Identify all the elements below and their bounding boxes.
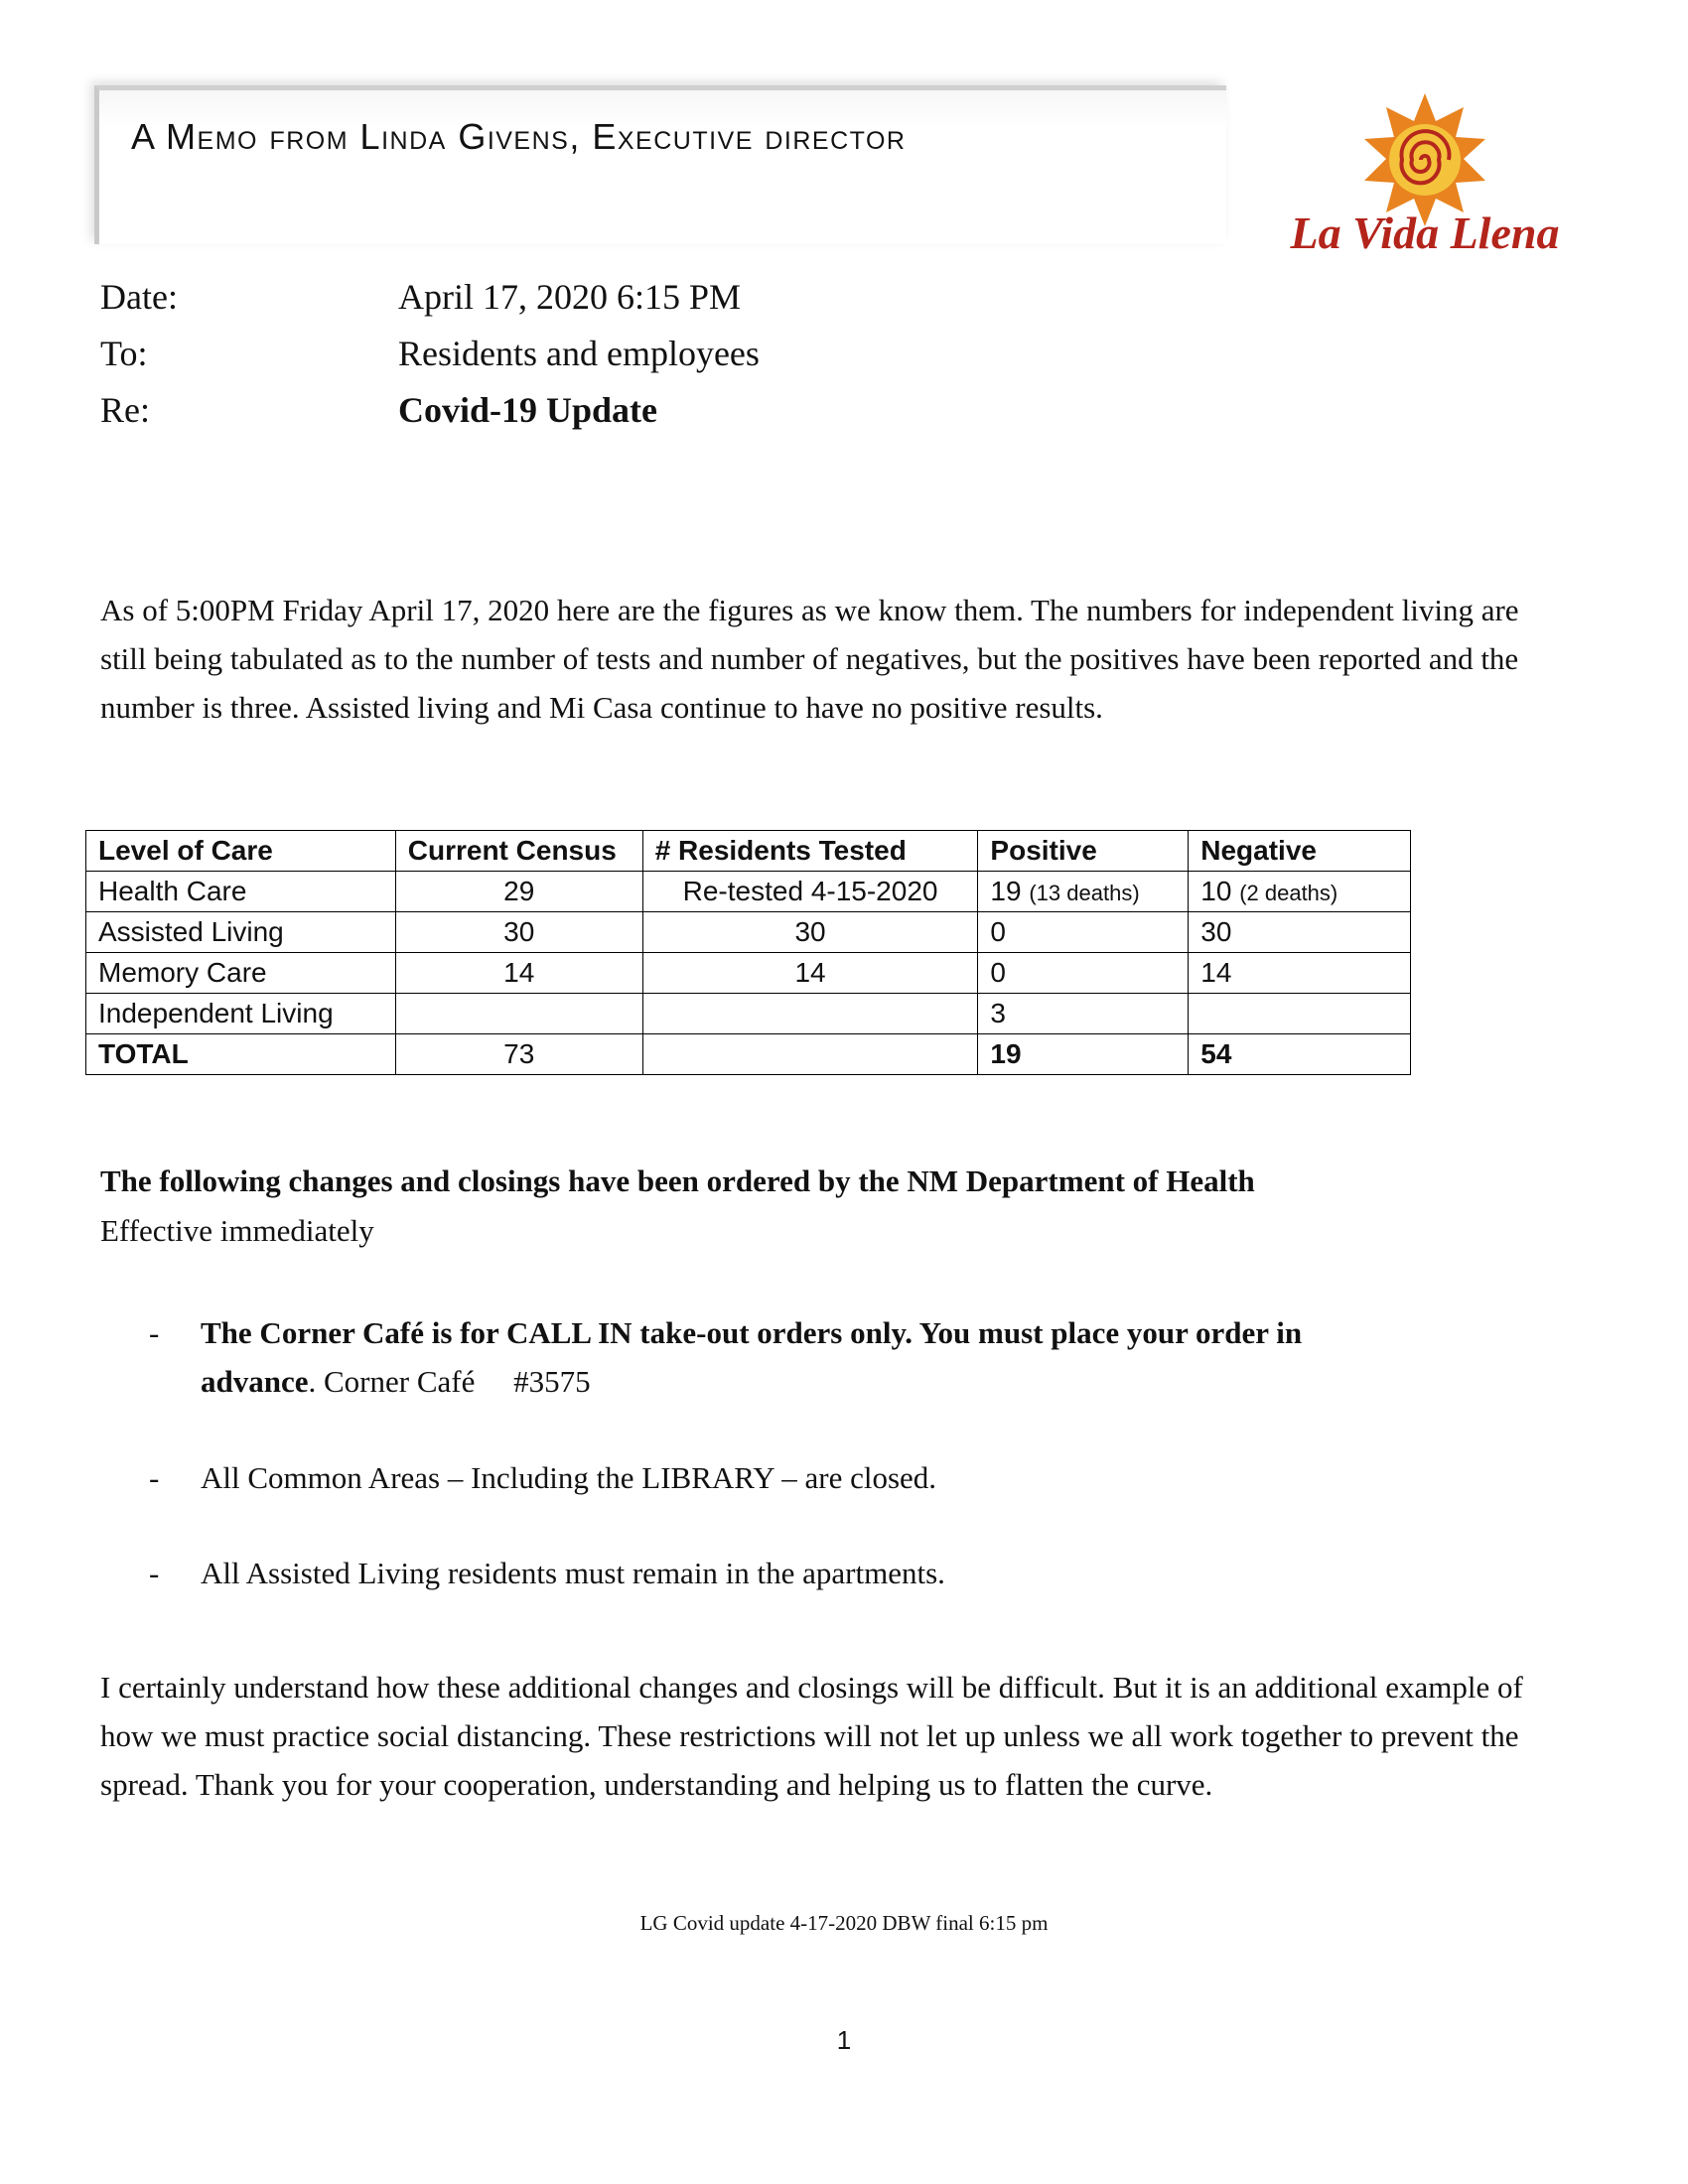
orders-heading: The following changes and closings have been ordered by the NM Department of Health [100, 1163, 1255, 1198]
table-row [86, 872, 1411, 912]
positive-cell: 0 [978, 912, 1189, 953]
positive-cell: 0 [978, 953, 1189, 994]
positive-cell: 19 [978, 1034, 1189, 1075]
positive-value: 19 [990, 876, 1022, 906]
positive-cell [978, 872, 1189, 912]
closing-paragraph: I certainly understand how these additional changes and closings will be difficult. But it is an additional example of how we must practice social distancing. These restrictions will not let up unless we all work together to prevent the spread. Thank you for your cooperation, understanding and helping us to flatten the curve. [100, 1670, 1523, 1802]
la-vida-llena-logo [1281, 91, 1569, 260]
col-negative: Negative [1189, 831, 1411, 872]
bullet-dash: - [149, 1556, 160, 1590]
col-current-census: Current Census [395, 831, 642, 872]
negative-cell: 14 [1189, 953, 1411, 994]
tested-cell: 30 [642, 912, 978, 953]
tested-cell [642, 994, 978, 1034]
logo-text: La Vida Llena [1290, 207, 1560, 258]
date-label: Date: [100, 277, 178, 317]
table-row [86, 953, 1411, 994]
bullet-text: All Common Areas – Including the LIBRARY – are closed. [201, 1460, 937, 1495]
level-cell: TOTAL [86, 1034, 396, 1075]
census-table [85, 830, 1411, 1075]
positive-note: (13 deaths) [1029, 881, 1140, 905]
to-label: To: [100, 334, 148, 373]
negative-cell [1189, 994, 1411, 1034]
re-label: Re: [100, 390, 150, 430]
level-cell: Independent Living [86, 994, 396, 1034]
level-cell: Memory Care [86, 953, 396, 994]
bullet-dash: - [149, 1315, 160, 1350]
census-cell: 14 [395, 953, 642, 994]
date-value: April 17, 2020 6:15 PM [398, 277, 742, 317]
bullet-text [201, 1308, 1561, 1406]
negative-cell: 30 [1189, 912, 1411, 953]
intro-paragraph: As of 5:00PM Friday April 17, 2020 here are the figures as we know them. The numbers for independent living are still being tabulated as to the number of tests and number of negatives, but the positives have been reported and the number is three. Assisted living and Mi Casa continue to have no positive results. [100, 593, 1519, 725]
census-cell: 29 [395, 872, 642, 912]
negative-cell [1189, 872, 1411, 912]
orders-subheading: Effective immediately [100, 1213, 374, 1248]
col-level-of-care: Level of Care [86, 831, 396, 872]
bullet-dash: - [149, 1460, 160, 1495]
memo-header [94, 85, 1226, 244]
negative-value: 10 [1200, 876, 1232, 906]
re-value: Covid-19 Update [398, 390, 658, 430]
negative-cell: 54 [1189, 1034, 1411, 1075]
bullet-rest-text: . Corner Café #3575 [308, 1364, 591, 1399]
bullet-text: All Assisted Living residents must remain in the apartments. [201, 1556, 945, 1590]
to-value: Residents and employees [398, 334, 760, 373]
positive-cell: 3 [978, 994, 1189, 1034]
table-row [86, 912, 1411, 953]
table-total-row [86, 1034, 1411, 1075]
table-row [86, 994, 1411, 1034]
level-cell: Assisted Living [86, 912, 396, 953]
tested-cell: Re-tested 4-15-2020 [642, 872, 978, 912]
table-header-row [86, 831, 1411, 872]
tested-cell [642, 1034, 978, 1075]
negative-note: (2 deaths) [1239, 881, 1338, 905]
census-cell [395, 994, 642, 1034]
tested-cell: 14 [642, 953, 978, 994]
sun-icon [1364, 93, 1485, 226]
footer-note: LG Covid update 4-17-2020 DBW final 6:15 pm [639, 1911, 1049, 1935]
level-cell: Health Care [86, 872, 396, 912]
page-number: 1 [836, 2025, 852, 2055]
col-positive: Positive [978, 831, 1189, 872]
memo-title: A Memo from Linda Givens, Executive director [131, 116, 907, 157]
census-cell: 73 [395, 1034, 642, 1075]
col-residents-tested: # Residents Tested [642, 831, 978, 872]
bullet-bold-text: The Corner Café is for CALL IN take-out orders only. You must place your order in advance [201, 1315, 1303, 1399]
census-cell: 30 [395, 912, 642, 953]
